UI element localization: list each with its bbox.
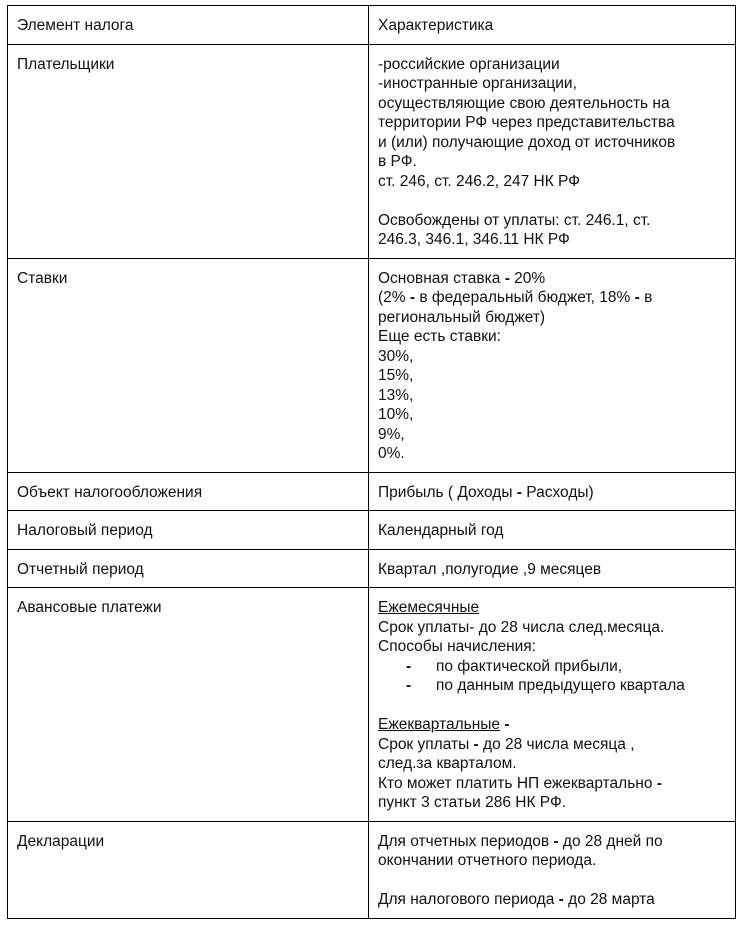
list-item: - по фактической прибыли,	[406, 657, 623, 675]
row-label-report-period: Отчетный период	[8, 549, 369, 588]
main-rate-line: Основная ставка - 20%	[378, 269, 546, 287]
monthly-title: Ежемесячные	[378, 599, 480, 616]
quarterly-line: Кто может платить НП ежеквартально -	[378, 774, 662, 792]
row-label-rates: Ставки	[8, 258, 369, 472]
payers-line: и (или) получающие доход от источников	[378, 133, 676, 151]
row-label-advance-payments: Авансовые платежи	[8, 588, 369, 822]
row-label-payers: Плательщики	[8, 44, 369, 258]
table-row-payers	[8, 44, 736, 258]
row-label-declarations: Декларации	[8, 821, 369, 918]
monthly-deadline: Срок уплаты- до 28 числа след.месяца.	[378, 618, 665, 636]
row-value-report-period: Квартал ,полугодие ,9 месяцев	[369, 549, 736, 588]
table-header-row	[8, 6, 736, 45]
declaration-line: окончании отчетного периода.	[378, 852, 597, 869]
rate-item: 10%,	[378, 406, 414, 423]
row-label-object: Объект налогообложения	[8, 472, 369, 511]
table-row-declarations	[8, 821, 736, 918]
payers-line: территории РФ через представительства	[378, 114, 675, 131]
table-row-advance-payments	[8, 588, 736, 822]
quarterly-line: след.за кварталом.	[378, 755, 517, 772]
payers-line: -иностранные организации,	[378, 75, 577, 92]
payers-exempt-line: Освобождены от уплаты: ст. 246.1, ст.	[378, 211, 651, 229]
rate-item: 15%,	[378, 367, 414, 384]
rate-split-line: региональный бюджет)	[378, 308, 546, 326]
table-row-object	[8, 472, 736, 511]
list-item: - по данным предыдущего квартала	[406, 677, 685, 694]
tax-elements-table	[7, 5, 736, 919]
payers-line: осуществляющие свою деятельность на	[378, 94, 670, 112]
rate-item: 0%.	[378, 445, 405, 462]
table-row-tax-period	[8, 511, 736, 550]
payers-exempt-line: 246.3, 346.1, 346.11 НК РФ	[378, 231, 570, 248]
rate-item: 30%,	[378, 347, 414, 365]
more-rates-title: Еще есть ставки:	[378, 328, 501, 345]
row-value-rates	[369, 258, 736, 472]
payers-line: ст. 246, ст. 246.2, 247 НК РФ	[378, 172, 581, 190]
rate-item: 13%,	[378, 386, 414, 404]
table-row-rates	[8, 258, 736, 472]
payers-line: -российские организации	[378, 55, 560, 73]
row-value-payers	[369, 44, 736, 258]
payers-line: в РФ.	[378, 153, 417, 170]
quarterly-line: пункт 3 статьи 286 НК РФ.	[378, 794, 567, 811]
row-label-tax-period: Налоговый период	[8, 511, 369, 550]
row-value-advance-payments	[369, 588, 736, 822]
row-value-object: Прибыль ( Доходы - Расходы)	[369, 472, 736, 511]
row-value-tax-period: Календарный год	[369, 511, 736, 550]
header-cell-element: Элемент налога	[8, 6, 369, 45]
header-cell-characteristic: Характеристика	[369, 6, 736, 45]
declaration-line: Для налогового периода - до 28 марта	[378, 891, 655, 908]
row-value-declarations	[369, 821, 736, 918]
quarterly-line: Срок уплаты - до 28 числа месяца ,	[378, 735, 635, 753]
table-row-report-period	[8, 549, 736, 588]
rate-split-line: (2% - в федеральный бюджет, 18% - в	[378, 289, 653, 306]
quarterly-title: Ежеквартальные -	[378, 716, 510, 733]
methods-title: Способы начисления:	[378, 638, 536, 655]
rate-item: 9%,	[378, 425, 405, 443]
declaration-line: Для отчетных периодов - до 28 дней по	[378, 832, 663, 850]
